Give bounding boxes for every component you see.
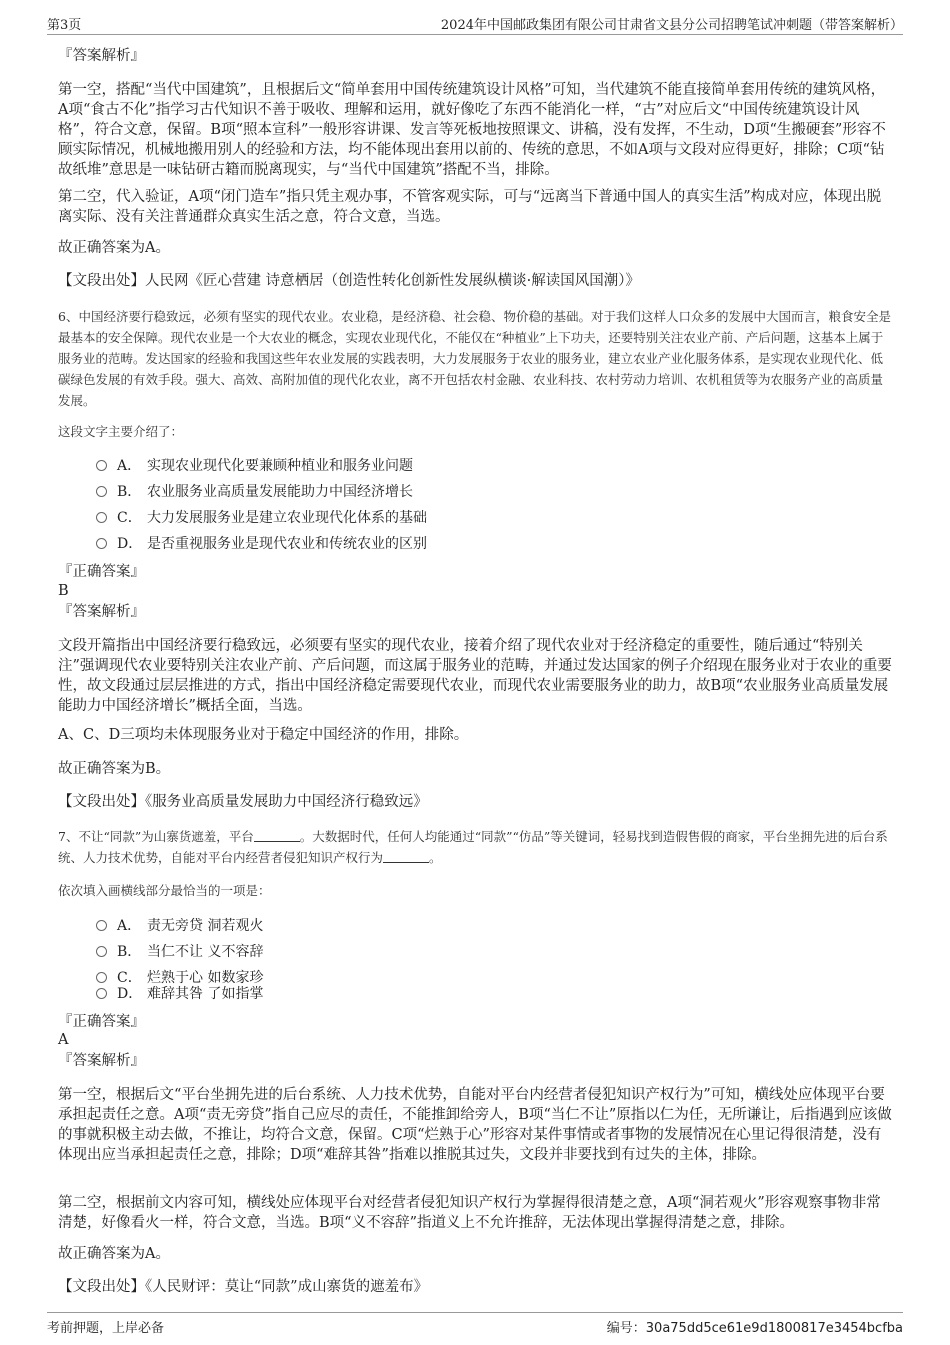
- q5-source: 【文段出处】人民网《匠心营建 诗意栖居（创造性转化创新性发展纵横谈·解读国风国潮）》: [58, 273, 640, 289]
- q6-passage: 6、中国经济要行稳致远，必须有坚实的现代农业。农业稳，是经济稳、社会稳、物价稳的基础。对于我们这样人口众多的发展中大国而言，粮食安全是最基本的安全保障。现代农业是一个大农业的概念，实现农业现代化，不能仅在“种植业”上下功夫，还要特别关注农业产前、产后问题，这基本上属于服务业的范畴。发达国家的经验和我国这些年农业发展的实践表明，大力发展服务于农业的服务业，建立农业产业化服务体系，是实现农业现代化、低碳绿色发展的有效手段。强大、高效、高附加值的现代化农业，离不开包括农村金融、农业科技、农村劳动力培训、农机租赁等为农服务产业的高质量发展。: [58, 309, 891, 408]
- radio-icon[interactable]: [96, 538, 107, 549]
- radio-icon[interactable]: [96, 512, 107, 523]
- q6-analysis-label: 『答案解析』: [58, 604, 145, 620]
- q7-analysis-p1: 第一空，根据后文“平台坐拥先进的后台系统、人力技术优势，自能对平台内经营者侵犯知识产权行为”可知，横线处应体现平台要承担起责任之意。A项“责无旁贷”指自己应尽的责任，不能推卸给旁人，B项“当仁不让”原指以仁为任，无所谦让，后指遇到应该做的事就积极主动去做，不推让，均符合文意，保留。C项“烂熟于心”形容对某件事情或者事物的发展情况在心里记得很清楚，没有体现出应当承担起责任之意，排除；D项“难辞其咎”指难以推脱其过失，文段并非要找到有过失的主体，排除。: [58, 1087, 892, 1163]
- q7-prompt: 依次填入画横线部分最恰当的一项是：: [58, 883, 271, 898]
- q6-option-a[interactable]: A． 实现农业现代化要兼顾种植业和服务业问题: [96, 456, 413, 476]
- q6-option-b[interactable]: B． 农业服务业高质量发展能助力中国经济增长: [96, 482, 413, 502]
- radio-icon[interactable]: [96, 946, 107, 957]
- q7-answer: A: [58, 1032, 69, 1048]
- radio-icon[interactable]: [96, 972, 107, 983]
- footer-slogan: 考前押题，上岸必备: [47, 1321, 165, 1336]
- document-title: 2024年中国邮政集团有限公司甘肃省文县分公司招聘笔试冲刺题（带答案解析）: [440, 18, 903, 33]
- q6-answer-label: 『正确答案』: [58, 564, 145, 580]
- q6-analysis-p1: 文段开篇指出中国经济要行稳致远，必须要有坚实的现代农业，接着介绍了现代农业对于经济稳定的重要性，随后通过“特别关注”强调现代农业要特别关注农业产前、产后问题，而这属于服务业的范畴，并通过发达国家的例子介绍现在服务业对于农业的重要性，故文段通过层层推进的方式，指出中国经济稳定需要现代农业，而现代农业需要服务业的助力，故B项“农业服务业高质量发展能助力中国经济增长”概括全面，当选。: [58, 638, 892, 714]
- q7-source: 【文段出处】《人民财评：莫让“同款”成山寨货的遮羞布》: [58, 1279, 429, 1295]
- q7-analysis-label: 『答案解析』: [58, 1053, 145, 1069]
- q7-passage: 7、不让“同款”为山寨货遮羞，平台 。大数据时代，任何人均能通过“同款”“仿品”等关键词，轻易找到造假售假的商家，平台坐拥先进的后台系统、人力技术优势，自能对平台内经营者侵犯知识产权行为 。: [58, 829, 888, 865]
- q6-source: 【文段出处】《服务业高质量发展助力中国经济行稳致远》: [58, 794, 428, 810]
- q6-analysis-p2: A、C、D三项均未体现服务业对于稳定中国经济的作用，排除。: [58, 727, 469, 743]
- q5-analysis-p1: 第一空，搭配“当代中国建筑”，且根据后文“简单套用中国传统建筑设计风格”可知，当代建筑不能直接简单套用传统的建筑风格，A项“食古不化”指学习古代知识不善于吸收、理解和运用，就好像吃了东西不能消化一样，“古”对应后文“中国传统建筑设计风格”，符合文意，保留。B项“照本宣科”一般形容讲课、发言等死板地按照课文、讲稿，没有发挥，不生动，D项“生搬硬套”形容不顾实际情况，机械地搬用别人的经验和方法，均不能体现出套用以前的、传统的意思，不如A项与文段对应得更好，排除；C项“钻故纸堆”意思是一味钻研古籍而脱离现实，与“当代中国建筑”搭配不当，排除。: [58, 82, 886, 178]
- radio-icon[interactable]: [96, 486, 107, 497]
- q7-option-c[interactable]: C． 烂熟于心 如数家珍: [96, 968, 263, 988]
- q6-option-c[interactable]: C． 大力发展服务业是建立农业现代化体系的基础: [96, 508, 427, 528]
- blank-line: [254, 829, 300, 842]
- q7-analysis-p2: 第二空，根据前文内容可知，横线处应体现平台对经营者侵犯知识产权行为掌握得很清楚之意，A项“洞若观火”形容观察事物非常清楚，好像看火一样，符合文意，当选。B项“义不容辞”指道义上不允许推辞，无法体现出掌握得清楚之意，排除。: [58, 1195, 881, 1231]
- q7-option-a[interactable]: A． 责无旁贷 洞若观火: [96, 916, 263, 936]
- q6-conclusion: 故正确答案为B。: [58, 761, 171, 777]
- radio-icon[interactable]: [96, 460, 107, 471]
- radio-icon[interactable]: [96, 988, 107, 999]
- page-header: [47, 12, 903, 35]
- page-footer: [47, 1312, 903, 1335]
- q6-prompt: 这段文字主要介绍了：: [58, 424, 184, 439]
- q5-conclusion: 故正确答案为A。: [58, 240, 170, 256]
- page-number: 第3页: [47, 18, 82, 33]
- q7-option-d[interactable]: D． 难辞其咎 了如指掌: [96, 984, 263, 1004]
- q6-answer: B: [58, 583, 69, 599]
- document-code: 编号：30a75dd5ce61e9d1800817e3454bcfba: [606, 1321, 903, 1336]
- radio-icon[interactable]: [96, 920, 107, 931]
- q5-analysis-p2: 第二空，代入验证，A项“闭门造车”指只凭主观办事，不管客观实际，可与“远离当下普通中国人的真实生活”构成对应，体现出脱离实际、没有关注普通群众真实生活之意，符合文意，当选。: [58, 189, 882, 225]
- blank-line: [383, 850, 429, 863]
- q7-conclusion: 故正确答案为A。: [58, 1246, 170, 1262]
- q7-answer-label: 『正确答案』: [58, 1014, 145, 1030]
- q5-analysis-label: 『答案解析』: [58, 48, 145, 64]
- q7-option-b[interactable]: B． 当仁不让 义不容辞: [96, 942, 263, 962]
- q6-option-d[interactable]: D． 是否重视服务业是现代农业和传统农业的区别: [96, 534, 427, 554]
